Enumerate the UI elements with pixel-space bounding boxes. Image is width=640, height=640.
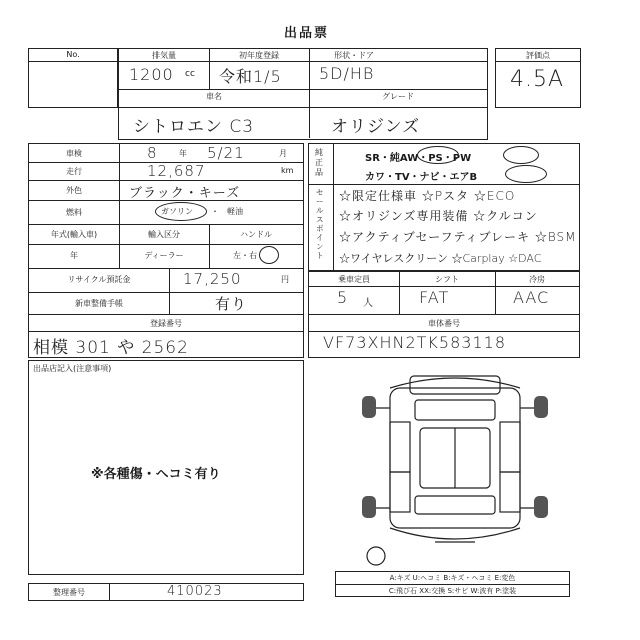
capacity-unit: 人 — [363, 298, 373, 309]
rear-window — [415, 496, 495, 514]
spec-box — [308, 271, 580, 315]
car-name-row — [118, 106, 488, 140]
windshield — [415, 400, 495, 420]
displacement-value: 1200 — [129, 65, 174, 84]
mileage-value: 12,687 — [147, 162, 206, 180]
import-type-label: 輸入区分 — [148, 230, 180, 239]
aw-circle — [417, 146, 459, 164]
shift-value: FAT — [419, 288, 450, 307]
wheel-rear-left — [362, 496, 376, 518]
mileage-label: 走行 — [66, 167, 82, 176]
grade-label: グレード — [382, 92, 414, 101]
first-reg-value: 令和1/5 — [219, 67, 282, 86]
sales-point-3: ☆アクティブセーフティブレーキ ☆BSM — [339, 230, 577, 244]
no-box — [28, 48, 118, 108]
maintenance-label: 新車整備手帳 — [75, 299, 123, 308]
first-reg-label: 初年度登録 — [239, 51, 279, 60]
displacement-label: 排気量 — [152, 51, 176, 60]
notes-box — [28, 360, 304, 575]
capacity-value: 5 — [337, 288, 349, 307]
car-name-label: 車名 — [206, 92, 222, 101]
score-label: 評価点 — [526, 51, 550, 60]
wheel-front-right — [534, 396, 548, 418]
ac-value: AAC — [513, 288, 550, 307]
equipment-row-1: SR・純AW・PS・PW — [365, 153, 472, 164]
ac-label: 冷房 — [529, 275, 545, 284]
right-front-door — [500, 422, 520, 472]
legend-box — [335, 571, 570, 597]
notes-label: 出品店記入(注意事項) — [33, 364, 112, 373]
import-year-label: 年式(輸入車) — [50, 230, 98, 239]
inspection-label: 車検 — [66, 149, 82, 158]
exterior-value: ブラック・キーズ — [129, 186, 241, 201]
grade-value: オリジンズ — [331, 117, 421, 137]
inspection-year: 8 — [147, 144, 158, 162]
spare-tire-circle — [367, 547, 385, 565]
recycle-label: リサイクル預託金 — [67, 275, 131, 284]
mileage-unit: km — [281, 166, 294, 175]
fuel-label: 燃料 — [66, 208, 82, 217]
dealer-label: ディーラー — [144, 251, 184, 260]
left-front-door — [390, 422, 410, 472]
reg-number-box — [28, 314, 304, 358]
car-body-diagram — [350, 368, 560, 568]
month-unit: 月 — [279, 149, 287, 158]
recycle-value: 17,250 — [183, 270, 242, 288]
roof-outline — [410, 376, 500, 394]
equipment-box — [308, 143, 580, 271]
equipment-row-2: カワ・TV・ナビ・エアB — [365, 172, 478, 183]
sales-point-2: ☆オリジンズ専用装備 ☆クルコン — [339, 209, 538, 223]
right-rear-door — [500, 472, 520, 512]
reg-number-value: 相模 301 や 2562 — [33, 338, 189, 358]
serial-value: 410023 — [167, 584, 223, 599]
serial-box — [28, 583, 304, 601]
left-table — [28, 143, 304, 315]
legend-line-2: C:飛び石 XX:交換 S:サビ W:波有 P:塗装 — [388, 587, 517, 595]
fuel-gasoline: ガソリン — [161, 207, 193, 216]
pw-circle — [503, 146, 539, 164]
year-label: 年 — [70, 251, 78, 260]
vin-label: 車体番号 — [428, 319, 460, 328]
model-door-value: 5D/HB — [319, 64, 375, 83]
score-box — [495, 48, 581, 108]
airbag-circle — [505, 165, 547, 183]
no-label: No. — [66, 50, 80, 59]
serial-label: 整理番号 — [53, 588, 85, 597]
equipment-side-label-1: 純正品 — [315, 148, 323, 177]
maintenance-value: 有り — [215, 295, 248, 313]
wheel-rear-right — [534, 496, 548, 518]
vin-box — [308, 314, 580, 358]
header-grid — [118, 48, 488, 108]
fuel-diesel: 軽油 — [227, 207, 243, 216]
model-door-label: 形状・ドア — [334, 51, 374, 60]
shift-label: シフト — [435, 275, 459, 284]
handle-right-circle — [259, 246, 279, 264]
exterior-label: 外色 — [66, 186, 82, 195]
equipment-side-label-2: セールスポイント — [316, 188, 324, 260]
fuel-sep: ・ — [211, 207, 219, 216]
rear-bumper — [390, 528, 520, 539]
sales-point-4: ☆ワイヤレスクリーン ☆Carplay ☆DAC — [339, 252, 542, 265]
handle-label: ハンドル — [240, 230, 272, 239]
notes-body: ※各種傷・ヘコミ有り — [91, 467, 221, 482]
recycle-unit: 円 — [281, 275, 289, 284]
legend-line-1: A:キズ U:ヘコミ B:キズ・ヘコミ E:変色 — [389, 574, 516, 582]
left-rear-door — [390, 472, 410, 512]
capacity-label: 乗車定員 — [338, 275, 370, 284]
sales-point-1: ☆限定仕様車 ☆Pスタ ☆ECO — [339, 189, 516, 203]
score-value: 4.5A — [510, 67, 565, 92]
vin-value: VF73XHN2TK583118 — [323, 333, 506, 352]
inspection-date: 5/21 — [207, 144, 245, 162]
page-title: 出品票 — [284, 26, 330, 41]
handle-options: 左・右 — [233, 251, 257, 260]
reg-number-label: 登録番号 — [150, 319, 182, 328]
car-name-value: シトロエン C3 — [133, 117, 255, 137]
displacement-unit: cc — [185, 69, 195, 79]
wheel-front-left — [362, 396, 376, 418]
year-unit: 年 — [179, 149, 187, 158]
